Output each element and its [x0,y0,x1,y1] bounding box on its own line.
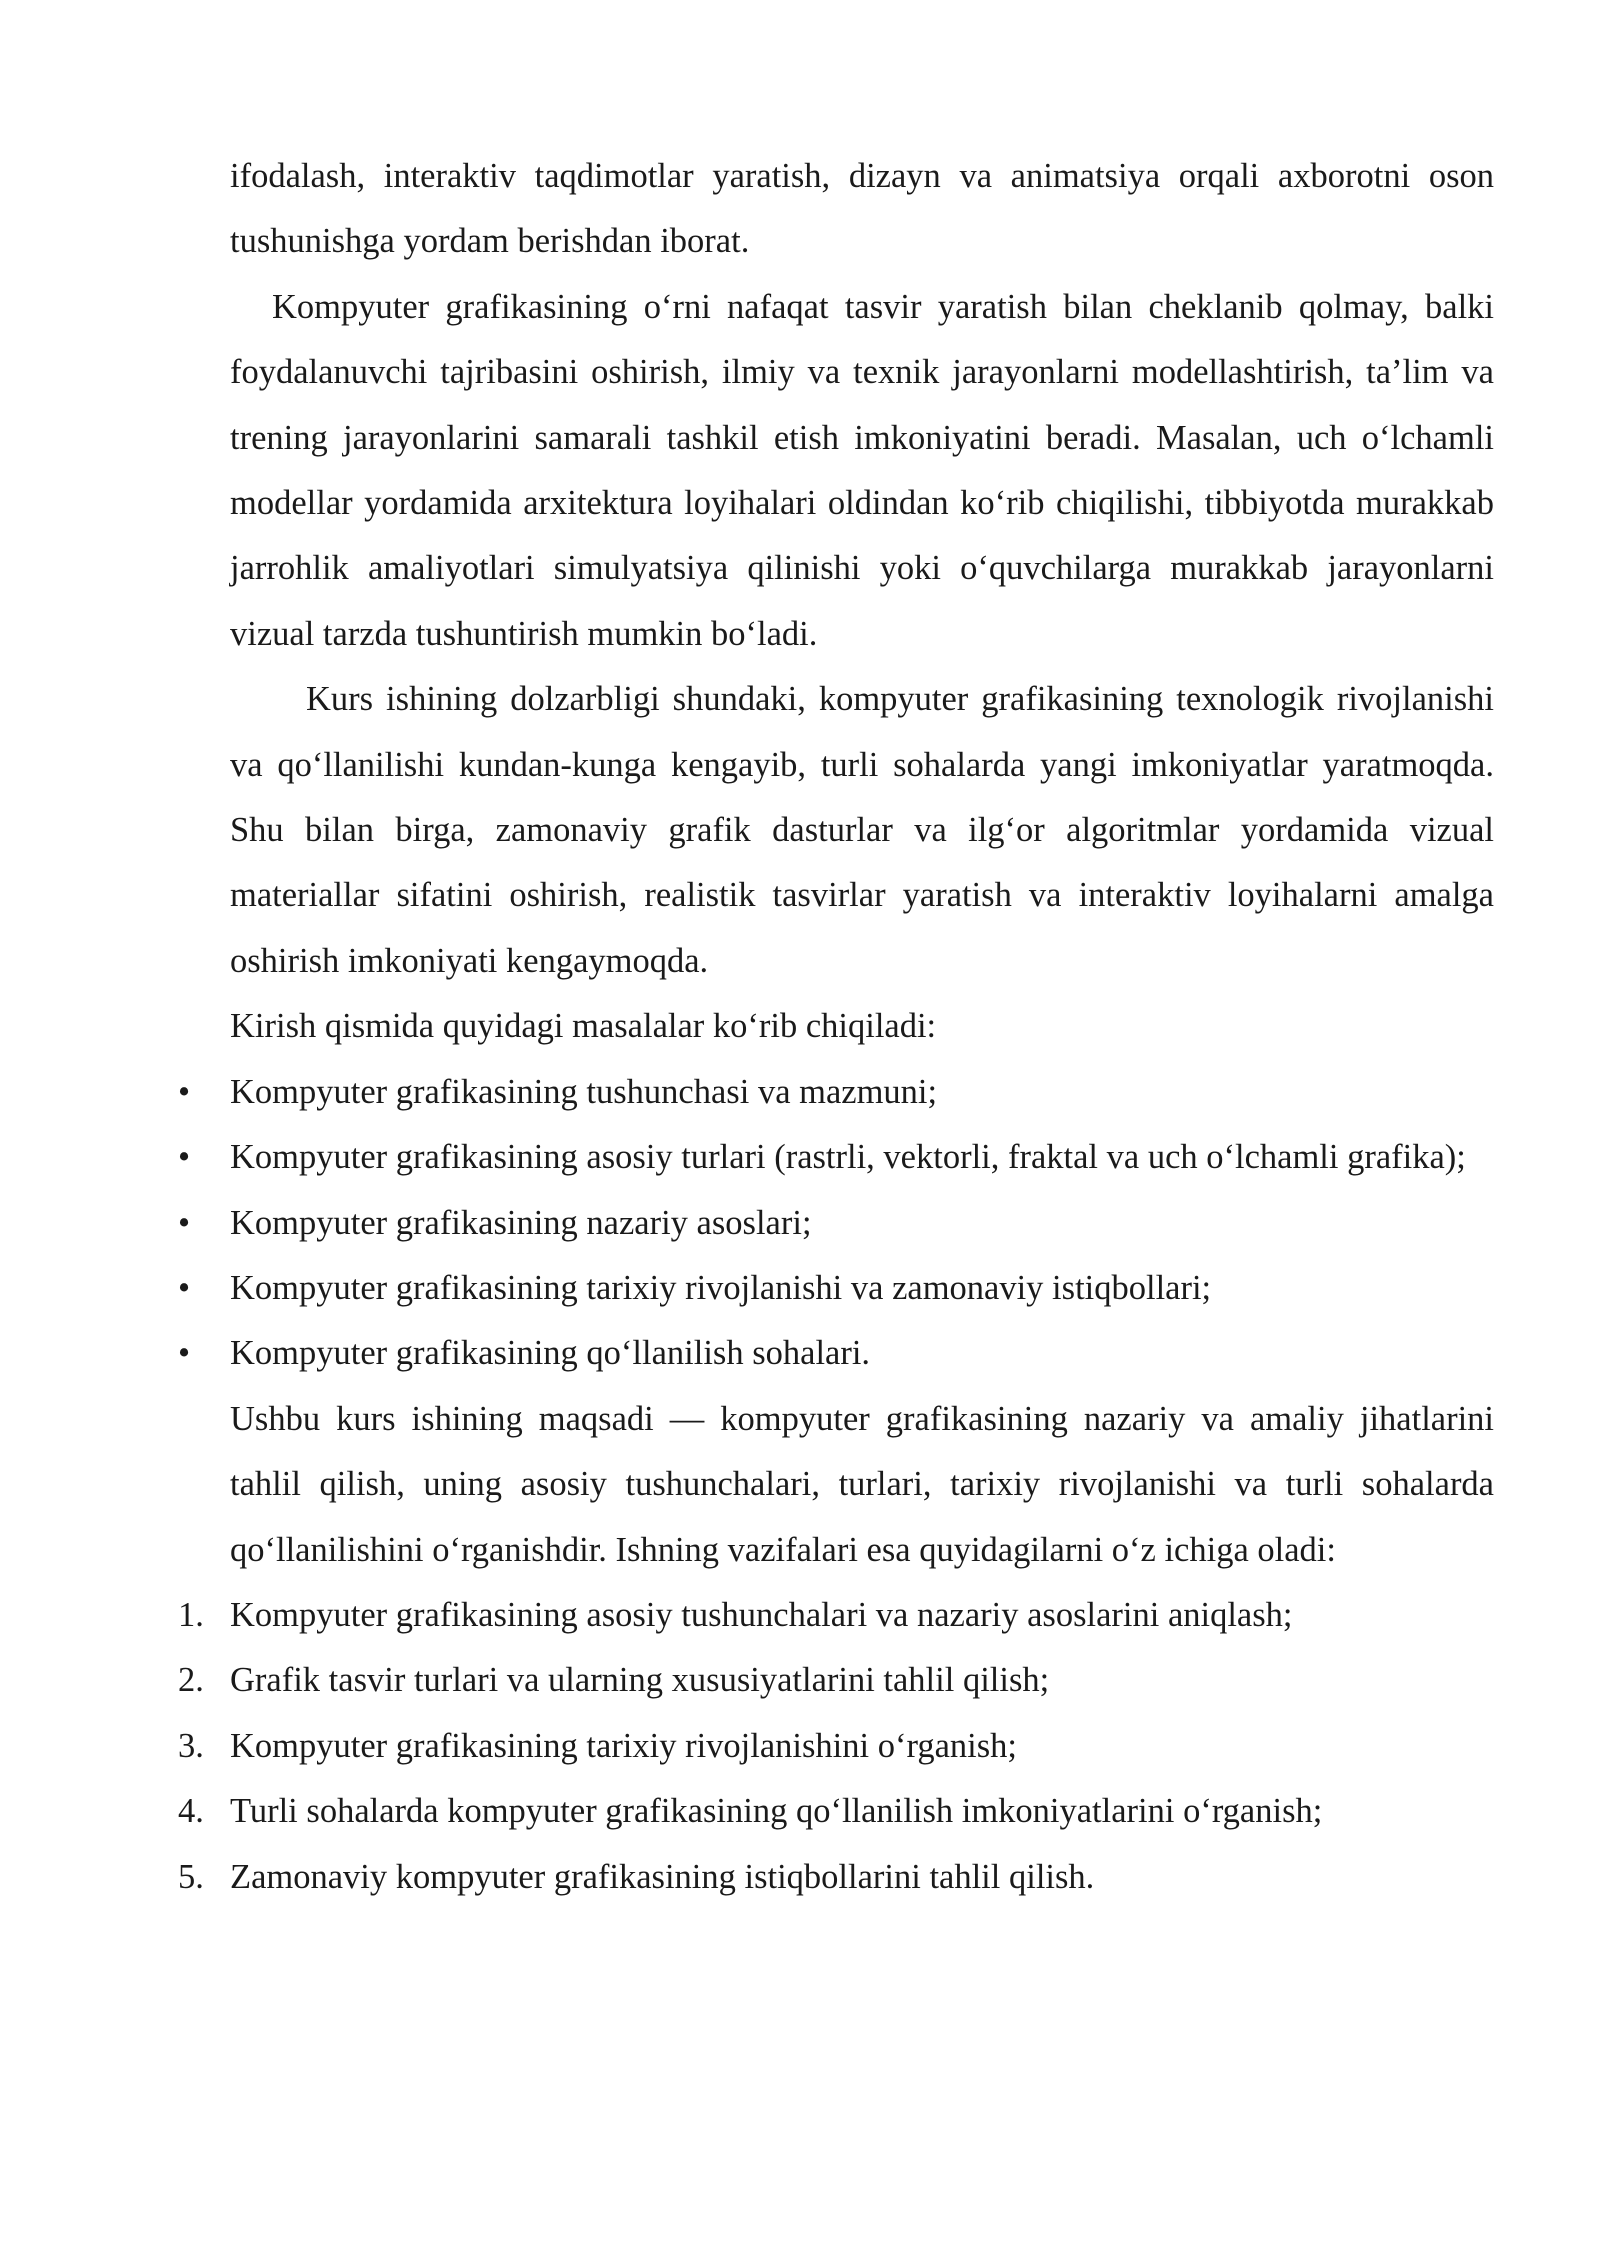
bullet-item-text: Kompyuter grafikasining asosiy turlari (rastrli, vektorli, fraktal va uch o‘lchamli grafika); [230,1138,1466,1177]
numbered-item-text: Kompyuter grafikasining asosiy tushunchalari va nazariy asoslarini aniqlash; [230,1595,1293,1634]
list-number: 2. [178,1661,204,1700]
issues-bullet-list [178,1060,1494,1387]
bullet-list-item [178,1256,1494,1321]
bullet-item-text: Kompyuter grafikasining tushunchasi va mazmuni; [230,1072,938,1111]
numbered-list-item [178,1648,1494,1713]
numbered-item-text: Zamonaviy kompyuter grafikasining istiqbollarini tahlil qilish. [230,1857,1095,1896]
numbered-list-item [178,1845,1494,1910]
numbered-item-text: Turli sohalarda kompyuter grafikasining qo‘llanilish imkoniyatlarini o‘rganish; [230,1792,1323,1831]
bullet-marker: • [178,1268,191,1307]
list-number: 1. [178,1595,204,1634]
numbered-item-text: Kompyuter grafikasining tarixiy rivojlanishini o‘rganish; [230,1726,1017,1765]
paragraph-role-of-graphics: Kompyuter grafikasining o‘rni nafaqat tasvir yaratish bilan cheklanib qolmay, balki foydalanuvchi tajribasini oshirish, ilmiy va texnik jarayonlarni modellashtirish, ta’lim va trening jarayonlarini samarali tashkil etish imkoniyatini beradi. Masalan, uch o‘lchamli modellar yordamida arxitektura loyihalari oldindan ko‘rib chiqilishi, tibbiyotda murakkab jarrohlik amaliyotlari simulyatsiya qilinishi yoki o‘quvchilarga murakkab jarayonlarni vizual tarzda tushuntirish mumkin bo‘ladi. [230,287,1494,653]
numbered-list-item [178,1779,1494,1844]
bullet-item-text: Kompyuter grafikasining nazariy asoslari; [230,1203,812,1242]
paragraph-goal: Ushbu kurs ishining maqsadi — kompyuter grafikasining nazariy va amaliy jihatlarini tahlil qilish, uning asosiy tushunchalari, turlari, tarixiy rivojlanishi va turli sohalarda qo‘llanilishini o‘rganishdir. Ishning vazifalari esa quyidagilarni o‘z ichiga oladi: [230,1399,1494,1569]
bullet-marker: • [178,1072,191,1111]
document-body [178,144,1494,1910]
numbered-list-item [178,1583,1494,1648]
tasks-numbered-list [178,1583,1494,1910]
numbered-item-text: Grafik tasvir turlari va ularning xususiyatlarini tahlil qilish; [230,1661,1050,1700]
paragraph-relevance: Kurs ishining dolzarbligi shundaki, kompyuter grafikasining texnologik rivojlanishi va qo‘llanilishi kundan-kunga kengayib, turli sohalarda yangi imkoniyatlar yaratmoqda. Shu bilan birga, zamonaviy grafik dasturlar va ilg‘or algoritmlar yordamida vizual materiallar sifatini oshirish, realistik tasvirlar yaratish va interaktiv loyihalarni amalga oshirish imkoniyati kengaymoqda. [230,680,1494,980]
bullet-list-item [178,1191,1494,1256]
bullet-marker: • [178,1138,191,1177]
numbered-list-item [178,1714,1494,1779]
bullet-marker: • [178,1334,191,1373]
bullet-list-item [178,1060,1494,1125]
bullet-list-item [178,1125,1494,1190]
bullet-item-text: Kompyuter grafikasining qo‘llanilish sohalari. [230,1334,871,1373]
bullet-list-item [178,1321,1494,1386]
paragraph-intro-continuation: ifodalash, interaktiv taqdimotlar yaratish, dizayn va animatsiya orqali axborotni oson tushunishga yordam berishdan iborat. [230,157,1494,261]
list-number: 3. [178,1726,204,1765]
bullet-marker: • [178,1203,191,1242]
bullet-item-text: Kompyuter grafikasining tarixiy rivojlanishi va zamonaviy istiqbollari; [230,1268,1212,1307]
list-number: 5. [178,1857,204,1896]
list-number: 4. [178,1792,204,1831]
paragraph-issues-intro: Kirish qismida quyidagi masalalar ko‘rib chiqiladi: [230,1007,937,1046]
